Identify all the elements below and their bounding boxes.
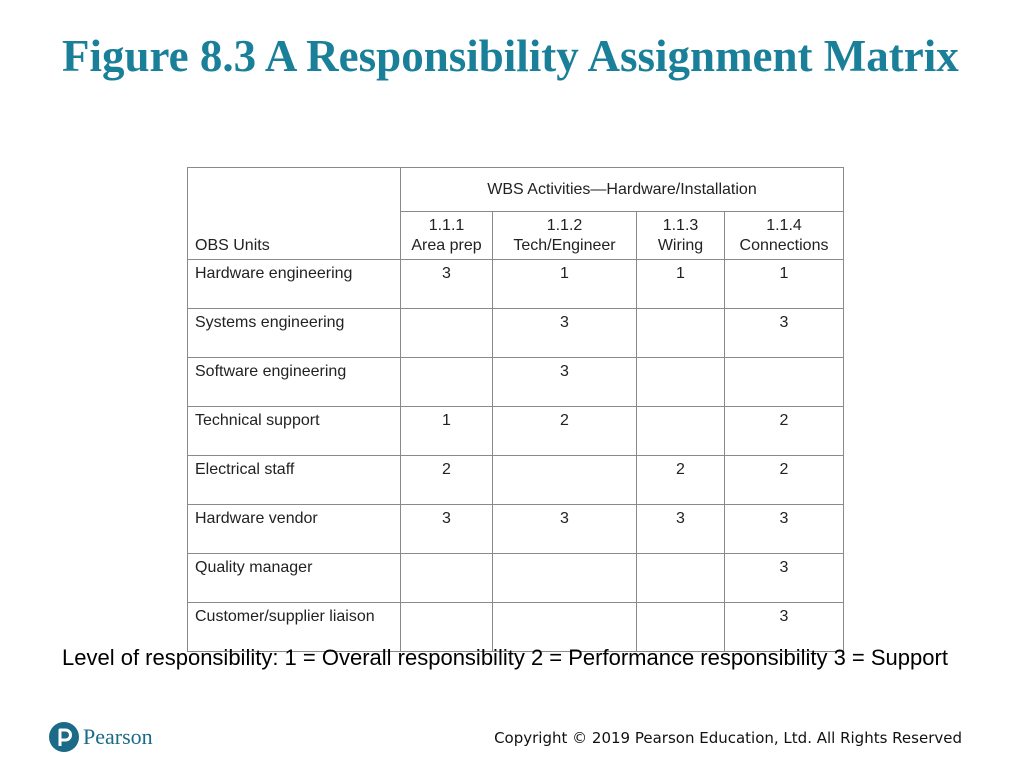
responsibility-cell: 2 (725, 407, 844, 456)
obs-unit-cell: Hardware engineering (188, 260, 401, 309)
responsibility-cell: 3 (401, 505, 493, 554)
pearson-logo-icon (49, 722, 79, 752)
responsibility-cell: 2 (637, 456, 725, 505)
table-row (188, 456, 844, 505)
responsibility-cell: 3 (493, 309, 637, 358)
responsibility-cell (637, 407, 725, 456)
table-row (188, 358, 844, 407)
pearson-logo-text: Pearson (83, 724, 153, 749)
activity-code: 1.1.4 (766, 216, 802, 234)
table-row (188, 407, 844, 456)
obs-unit-cell: Software engineering (188, 358, 401, 407)
obs-unit-cell: Technical support (188, 407, 401, 456)
responsibility-cell (637, 309, 725, 358)
obs-units-header: OBS Units (188, 168, 401, 260)
responsibility-cell: 1 (401, 407, 493, 456)
obs-unit-cell: Customer/supplier liaison (188, 603, 401, 652)
activity-code: 1.1.2 (546, 216, 583, 234)
responsibility-cell: 3 (725, 603, 844, 652)
table-header-row (188, 168, 844, 212)
activity-code: 1.1.1 (428, 216, 465, 234)
responsibility-cell (493, 554, 637, 603)
activity-header (401, 212, 493, 260)
responsibility-cell: 1 (493, 260, 637, 309)
responsibility-cell: 3 (401, 260, 493, 309)
activity-header (493, 212, 637, 260)
activity-code: 1.1.3 (662, 216, 699, 234)
responsibility-cell: 3 (725, 309, 844, 358)
responsibility-cell (637, 554, 725, 603)
activity-name: Connections (739, 236, 829, 254)
responsibility-cell (401, 554, 493, 603)
responsibility-cell: 3 (637, 505, 725, 554)
wbs-activities-header: WBS Activities—Hardware/Installation (401, 168, 844, 212)
table-row (188, 260, 844, 309)
responsibility-cell (401, 358, 493, 407)
responsibility-cell: 3 (725, 505, 844, 554)
obs-unit-cell: Electrical staff (188, 456, 401, 505)
page-title: Figure 8.3 A Responsibility Assignment Matrix (62, 31, 959, 81)
responsibility-legend: Level of responsibility: 1 = Overall responsibility 2 = Performance responsibility 3 = Support (62, 645, 948, 670)
responsibility-cell: 3 (725, 554, 844, 603)
responsibility-cell: 2 (725, 456, 844, 505)
responsibility-cell: 2 (401, 456, 493, 505)
responsibility-cell (725, 358, 844, 407)
responsibility-cell: 1 (637, 260, 725, 309)
obs-unit-cell: Hardware vendor (188, 505, 401, 554)
responsibility-matrix-table (187, 167, 844, 652)
pearson-logo (49, 720, 153, 754)
copyright-notice: Copyright © 2019 Pearson Education, Ltd. All Rights Reserved (494, 729, 962, 747)
responsibility-cell (401, 309, 493, 358)
obs-unit-cell: Quality manager (188, 554, 401, 603)
activity-header (725, 212, 844, 260)
table-row (188, 309, 844, 358)
activity-name: Area prep (411, 236, 482, 254)
responsibility-cell (637, 358, 725, 407)
responsibility-cell: 3 (493, 358, 637, 407)
table-row (188, 505, 844, 554)
responsibility-cell (493, 456, 637, 505)
obs-unit-cell: Systems engineering (188, 309, 401, 358)
responsibility-cell: 2 (493, 407, 637, 456)
activity-name: Tech/Engineer (513, 236, 616, 254)
responsibility-cell: 3 (493, 505, 637, 554)
activity-name: Wiring (657, 236, 704, 254)
responsibility-cell: 1 (725, 260, 844, 309)
activity-header (637, 212, 725, 260)
table-row (188, 554, 844, 603)
